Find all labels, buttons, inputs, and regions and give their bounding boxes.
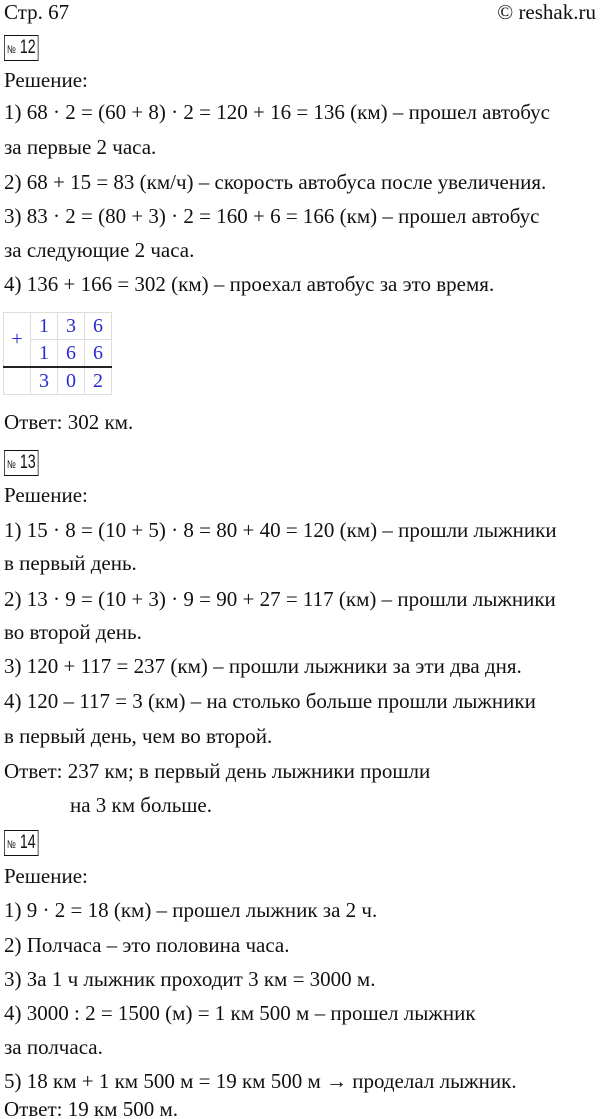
result-digit: 0 bbox=[58, 367, 85, 395]
digit: 1 bbox=[31, 313, 58, 340]
plus-sign: + bbox=[4, 313, 31, 368]
digit: 1 bbox=[31, 340, 58, 368]
solution-line: 1) 68 · 2 = (60 + 8) · 2 = 120 + 16 = 136 (км) – прошел автобус bbox=[4, 100, 550, 124]
solution-line: 2) 68 + 15 = 83 (км/ч) – скорость автобуса после увеличения. bbox=[4, 170, 547, 194]
solution-label: Решение: bbox=[4, 864, 88, 888]
solution-line: 3) 83 · 2 = (80 + 3) · 2 = 160 + 6 = 166 (км) – прошел автобус bbox=[4, 204, 540, 228]
solution-label: Решение: bbox=[4, 68, 88, 92]
solution-line: 1) 15 · 8 = (10 + 5) · 8 = 80 + 40 = 120 (км) – прошли лыжники bbox=[4, 518, 557, 542]
solution-label: Решение: bbox=[4, 483, 88, 507]
column-addition bbox=[3, 312, 112, 395]
solution-line: 4) 136 + 166 = 302 (км) – проехал автобус за это время. bbox=[4, 272, 495, 296]
task-number-14: № 14 bbox=[4, 830, 39, 856]
empty-cell bbox=[4, 367, 31, 395]
solution-line: 5) 18 км + 1 км 500 м = 19 км 500 м → проделал лыжник. bbox=[4, 1069, 517, 1093]
solution-line: во второй день. bbox=[4, 620, 142, 644]
digit: 6 bbox=[58, 340, 85, 368]
digit: 6 bbox=[85, 340, 112, 368]
task-number-13: № 13 bbox=[4, 450, 39, 476]
site-credit: © reshak.ru bbox=[497, 0, 596, 24]
digit: 6 bbox=[85, 313, 112, 340]
task-number-text: 13 bbox=[19, 452, 36, 473]
solution-line: за полчаса. bbox=[4, 1035, 103, 1059]
answer: Ответ: 19 км 500 м. bbox=[4, 1097, 178, 1119]
task-number-text: 14 bbox=[19, 832, 36, 853]
result-digit: 3 bbox=[31, 367, 58, 395]
answer: Ответ: 302 км. bbox=[4, 410, 134, 434]
solution-line: 2) Полчаса – это половина часа. bbox=[4, 933, 290, 957]
page-number: Стр. 67 bbox=[4, 0, 70, 24]
solution-line: за первые 2 часа. bbox=[4, 135, 157, 159]
solution-line: в первый день. bbox=[4, 551, 137, 575]
solution-line: 3) 120 + 117 = 237 (км) – прошли лыжники за эти два дня. bbox=[4, 654, 522, 678]
task-number-text: 12 bbox=[19, 37, 36, 58]
solution-line: 4) 3000 : 2 = 1500 (м) = 1 км 500 м – прошел лыжник bbox=[4, 1001, 476, 1025]
solution-line: за следующие 2 часа. bbox=[4, 238, 195, 262]
solution-line: 3) За 1 ч лыжник проходит 3 км = 3000 м. bbox=[4, 967, 376, 991]
digit: 3 bbox=[58, 313, 85, 340]
result-digit: 2 bbox=[85, 367, 112, 395]
answer-continued: на 3 км больше. bbox=[70, 793, 213, 817]
task-number-12: № 12 bbox=[4, 35, 39, 61]
answer: Ответ: 237 км; в первый день лыжники прошли bbox=[4, 759, 431, 783]
solution-line: 2) 13 · 9 = (10 + 3) · 9 = 90 + 27 = 117 (км) – прошли лыжники bbox=[4, 587, 556, 611]
solution-line: 4) 120 – 117 = 3 (км) – на столько больше прошли лыжники bbox=[4, 689, 536, 713]
solution-line: 1) 9 · 2 = 18 (км) – прошел лыжник за 2 ч. bbox=[4, 898, 378, 922]
solution-line: в первый день, чем во второй. bbox=[4, 724, 273, 748]
